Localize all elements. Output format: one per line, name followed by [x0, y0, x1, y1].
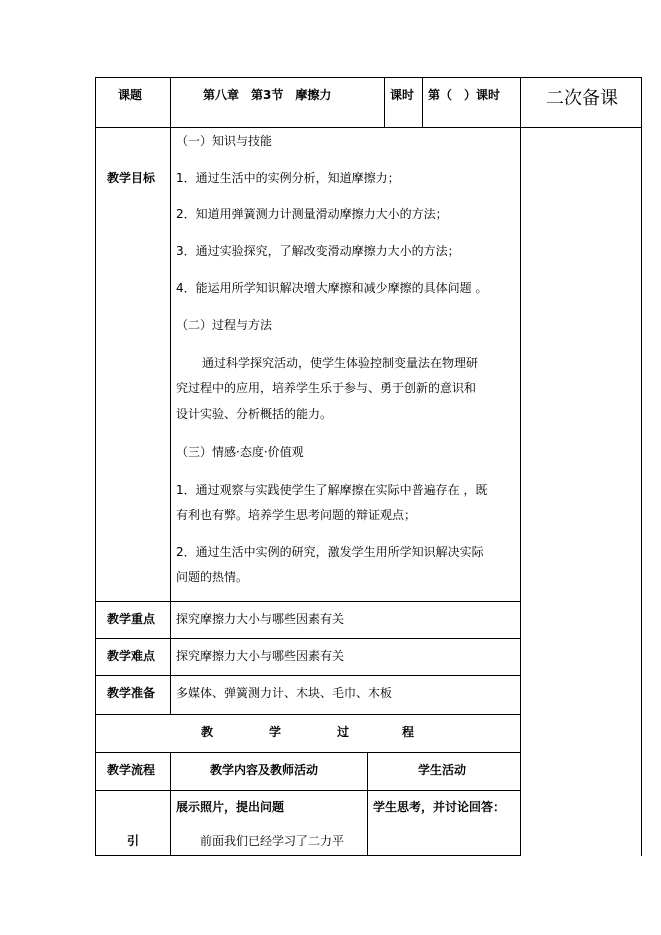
section2-text-line-2: 究过程中的应用，培养学生乐于参与、勇于创新的意识和 — [176, 381, 477, 395]
key-point-label: 教学重点 — [107, 612, 156, 626]
objectives-section1-title: （一）知识与技能 — [176, 134, 273, 148]
table-left-border — [95, 77, 96, 856]
row1-flow: 引 — [127, 834, 140, 848]
row1-student-activity: 学生思考，并讨论回答： — [373, 800, 506, 814]
objective-item-1: 1．通过生活中的实例分析，知道摩擦力； — [176, 171, 400, 185]
objectives-section3-title: （三）情感·态度·价值观 — [176, 445, 304, 459]
keypoint-row-border — [95, 638, 521, 639]
period-label: 课时 — [390, 88, 415, 102]
section2-text-line-3: 设计实验、分析概括的能力。 — [176, 407, 333, 421]
topic-column-border — [384, 77, 385, 128]
process-heading-char-2: 学 — [269, 725, 282, 739]
preparation-value: 多媒体、弹簧测力计、木块、毛巾、木板 — [176, 686, 393, 700]
table-right-border — [641, 77, 642, 856]
section3-item2-line-1: 2．通过生活中实例的研究，激发学生用所学知识解决实际 — [176, 545, 484, 559]
process-heading-char-3: 过 — [337, 725, 350, 739]
difficulty-row-border — [95, 675, 521, 676]
process-columns-border — [95, 790, 521, 791]
objective-item-4: 4．能运用所学知识解决增大摩擦和减少摩擦的具体问题 。 — [176, 281, 488, 295]
content-column-border — [367, 752, 368, 856]
flow-column-border — [170, 752, 171, 856]
section2-text-line-1: 通过科学探究活动，使学生体验控制变量法在物理研 — [202, 356, 479, 370]
preparation-row-border — [95, 714, 521, 715]
difficulty-value: 探究摩擦力大小与哪些因素有关 — [176, 649, 345, 663]
objectives-row-border — [95, 601, 521, 602]
section3-item2-line-2: 问题的热情。 — [176, 570, 249, 584]
process-heading-char-4: 程 — [402, 725, 415, 739]
col-header-flow: 教学流程 — [107, 763, 156, 777]
process-heading-char-1: 教 — [201, 725, 214, 739]
objectives-label: 教学目标 — [107, 171, 156, 185]
table-bottom-border — [95, 855, 521, 856]
section3-item1-line-1: 1．通过观察与实践使学生了解摩擦在实际中普遍存在 ，既 — [176, 483, 488, 497]
period-label-border — [422, 77, 423, 128]
process-heading-border — [95, 752, 521, 753]
table-top-border — [95, 77, 642, 78]
main-right-border — [520, 77, 521, 856]
topic-value: 第八章 第3节 摩擦力 — [203, 88, 332, 102]
col-header-content: 教学内容及教师活动 — [210, 763, 319, 777]
label-column-border — [170, 77, 171, 714]
preparation-label: 教学准备 — [107, 686, 156, 700]
objective-item-3: 3．通过实验探究，了解改变滑动摩擦力大小的方法； — [176, 244, 460, 258]
section3-item1-line-2: 有利也有弊。培养学生思考问题的辩证观点； — [176, 508, 417, 522]
objectives-section2-title: （二）过程与方法 — [176, 318, 273, 332]
row1-content-text: 前面我们已经学习了二力平 — [200, 834, 345, 848]
difficulty-label: 教学难点 — [107, 649, 156, 663]
row1-content-title: 展示照片，提出问题 — [176, 800, 285, 814]
col-header-student: 学生活动 — [418, 763, 467, 777]
period-value: 第（ ）课时 — [428, 88, 501, 102]
objective-item-2: 2．知道用弹簧测力计测量滑动摩擦力大小的方法； — [176, 207, 448, 221]
topic-label: 课题 — [118, 88, 143, 102]
header-row-border — [95, 127, 642, 128]
second-prep-label: 二次备课 — [546, 88, 618, 109]
key-point-value: 探究摩擦力大小与哪些因素有关 — [176, 612, 345, 626]
